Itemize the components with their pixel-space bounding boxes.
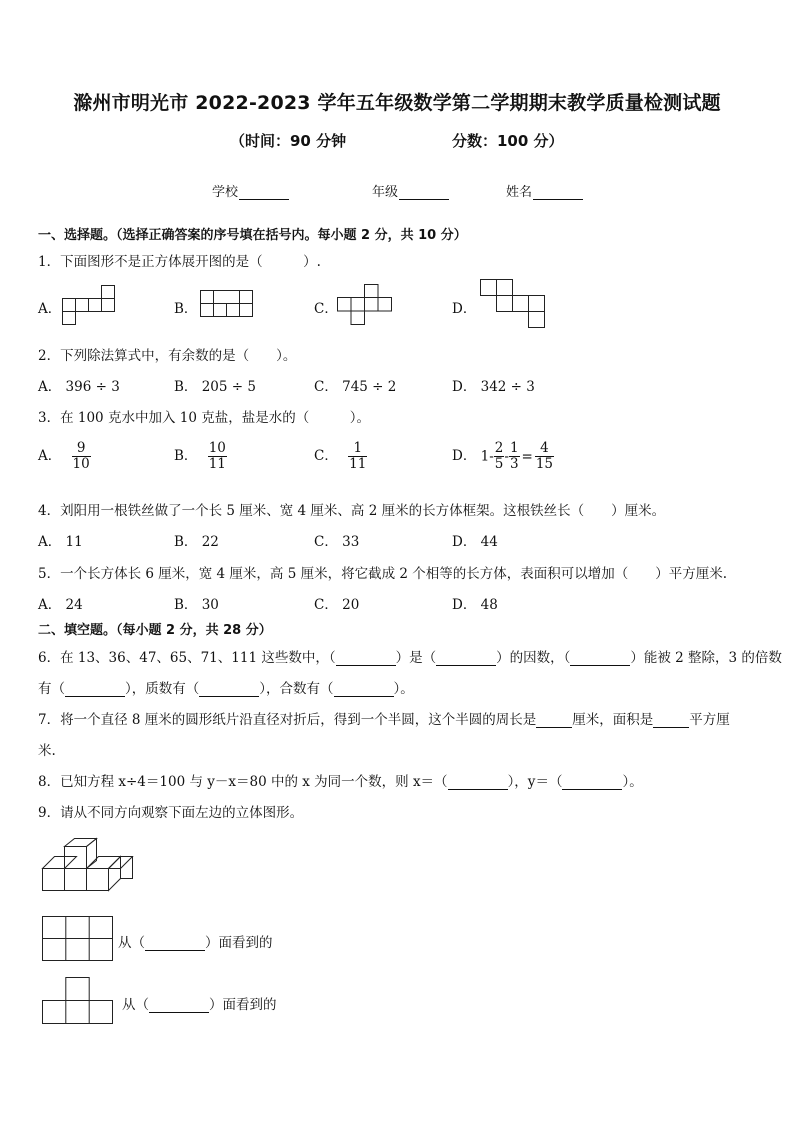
q8-text-1: 8．已知方程 x÷4＝100 与 y－x＝80 中的 x 为同一个数，则 x＝（ — [38, 774, 448, 790]
q5-option-d[interactable]: D． 48 — [452, 597, 498, 613]
section2-heading: 二、填空题。（每小题 2 分，共 28 分） — [38, 623, 272, 638]
q5-option-b[interactable]: B． 30 — [174, 597, 219, 613]
name-blank[interactable] — [533, 185, 583, 200]
q3-label-a: A． — [38, 448, 62, 464]
q9-view2-text-b: ）面看到的 — [209, 997, 277, 1013]
q4-stem: 4．刘阳用一根铁丝做了一个长 5 厘米、宽 4 厘米、高 2 厘米的长方体框架。这根铁丝长（ ）厘米。 — [38, 503, 666, 519]
q3-frac-d1-den: 5 — [494, 456, 504, 472]
q6-blank-3[interactable] — [570, 651, 630, 666]
q3-frac-d3 — [535, 441, 554, 472]
school-label: 学校 — [212, 185, 239, 200]
q3-option-a[interactable] — [38, 441, 91, 472]
q9-view2-blank[interactable] — [149, 998, 209, 1013]
q6-line2 — [38, 677, 414, 697]
q9-view2-grid — [42, 977, 114, 1025]
q9-view1-caption — [118, 931, 273, 951]
q8-blank-y[interactable] — [562, 775, 622, 790]
q9-stem: 9．请从不同方向观察下面左边的立体图形。 — [38, 805, 304, 821]
grade-label: 年级 — [372, 185, 399, 200]
q2-option-a[interactable]: A． 396 ÷ 3 — [38, 379, 120, 395]
q1-label-d: D． — [452, 301, 477, 317]
q6-text-5: 有（ — [38, 681, 65, 697]
q3-d-prefix: 1- — [480, 448, 494, 465]
q1-label-b: B． — [174, 301, 198, 317]
q3-frac-a-num: 9 — [76, 440, 86, 456]
q1-label-a: A． — [38, 301, 62, 317]
q4-option-d[interactable]: D． 44 — [452, 534, 498, 550]
q9-solid-figure — [40, 838, 136, 894]
q3-d-eq: = — [521, 448, 533, 465]
exam-score: 分数：100 分） — [452, 132, 564, 150]
q3-frac-d1-num: 2 — [494, 440, 504, 456]
q8-text-3: ）。 — [622, 774, 643, 790]
q6-text-4: ）能被 2 整除，3 的倍数 — [630, 650, 782, 666]
q7-text-2: 厘米，面积是 — [572, 712, 654, 728]
q3-label-d: D． — [452, 448, 477, 464]
q3-option-b[interactable] — [174, 441, 227, 472]
q7-blank-2[interactable] — [653, 713, 689, 728]
q1-net-c — [337, 284, 393, 326]
q3-frac-a-den: 10 — [72, 456, 90, 472]
q3-label-b: B． — [174, 448, 198, 464]
grade-field[interactable] — [372, 181, 449, 200]
q5-stem: 5．一个长方体长 6 厘米，宽 4 厘米，高 5 厘米，将它截成 2 个相等的长方体，表面积可以增加（ ）平方厘米. — [38, 566, 728, 582]
q6-text-3: ）的因数，（ — [496, 650, 571, 666]
q1-label-c: C． — [314, 301, 338, 317]
q3-frac-d2-den: 3 — [509, 456, 519, 472]
q6-text-2: ）是（ — [395, 650, 437, 666]
q6-text-8: ）。 — [393, 681, 414, 697]
q6-blank-5[interactable] — [199, 682, 259, 697]
q3-frac-c-num: 1 — [353, 440, 363, 456]
name-label: 姓名 — [506, 185, 533, 200]
q1-net-a — [62, 285, 116, 325]
q6-text-1: 6．在 13、36、47、65、71、111 这些数中，（ — [38, 650, 336, 666]
q3-frac-c — [348, 441, 367, 472]
q6-blank-6[interactable] — [334, 682, 394, 697]
q3-frac-b — [208, 441, 227, 472]
name-field[interactable] — [506, 181, 583, 200]
q3-stem: 3．在 100 克水中加入 10 克盐，盐是水的（ ）。 — [38, 410, 370, 426]
q9-view1-blank[interactable] — [145, 936, 205, 951]
q1-net-b — [200, 290, 254, 318]
q3-frac-a — [72, 441, 91, 472]
q2-stem: 2．下列除法算式中，有余数的是（ ）。 — [38, 348, 297, 364]
q2-option-d[interactable]: D． 342 ÷ 3 — [452, 379, 535, 395]
q4-option-b[interactable]: B． 22 — [174, 534, 219, 550]
q3-frac-d2-num: 1 — [509, 440, 519, 456]
q6-blank-1[interactable] — [336, 651, 396, 666]
q9-view1-text-a: 从（ — [118, 935, 145, 951]
q3-frac-b-den: 11 — [208, 456, 226, 472]
q3-d-minus: - — [504, 448, 509, 465]
q9-view1-text-b: ）面看到的 — [205, 935, 273, 951]
q9-view1-grid — [42, 916, 114, 962]
q7-line1 — [38, 708, 730, 728]
q5-option-c[interactable]: C． 20 — [314, 597, 360, 613]
q3-frac-d2 — [509, 441, 520, 472]
grade-blank[interactable] — [399, 185, 449, 200]
q6-line1 — [38, 646, 782, 666]
page-title: 滁州市明光市 2022-2023 学年五年级数学第二学期期末教学质量检测试题 — [73, 92, 721, 114]
q3-label-c: C． — [314, 448, 338, 464]
q7-text-3: 平方厘 — [689, 712, 730, 728]
q3-frac-c-den: 11 — [349, 456, 367, 472]
q3-option-d[interactable] — [452, 441, 554, 472]
q1-net-d — [480, 279, 548, 331]
q9-view2-text-a: 从（ — [122, 997, 149, 1013]
school-blank[interactable] — [239, 185, 289, 200]
q1-stem: 1．下面图形不是正方体展开图的是（ ）. — [38, 254, 321, 270]
q4-option-c[interactable]: C． 33 — [314, 534, 360, 550]
q3-frac-d3-den: 15 — [535, 456, 554, 472]
exam-time: （时间：90 分钟 — [230, 132, 347, 150]
q3-frac-d1 — [494, 441, 505, 472]
q2-option-c[interactable]: C． 745 ÷ 2 — [314, 379, 397, 395]
q6-blank-2[interactable] — [436, 651, 496, 666]
q7-text-1: 7．将一个直径 8 厘米的圆形纸片沿直径对折后，得到一个半圆，这个半圆的周长是 — [38, 712, 537, 728]
school-field[interactable] — [212, 181, 289, 200]
q6-blank-4[interactable] — [65, 682, 125, 697]
q7-blank-1[interactable] — [536, 713, 572, 728]
q3-option-c[interactable] — [314, 441, 367, 472]
q8-blank-x[interactable] — [448, 775, 508, 790]
q7-line2: 米. — [38, 743, 56, 759]
q6-text-6: ），质数有（ — [125, 681, 200, 697]
section1-heading: 一、选择题。（选择正确答案的序号填在括号内。每小题 2 分，共 10 分） — [38, 228, 467, 243]
q3-frac-b-num: 10 — [208, 440, 226, 456]
q8-text-2: ），y＝（ — [507, 774, 563, 790]
q6-text-7: ），合数有（ — [259, 681, 334, 697]
q2-option-b[interactable]: B． 205 ÷ 5 — [174, 379, 256, 395]
q3-frac-d3-num: 4 — [540, 440, 549, 456]
q4-option-a[interactable]: A． 11 — [38, 534, 83, 550]
q9-view2-caption — [122, 993, 277, 1013]
q8-line — [38, 770, 643, 790]
q5-option-a[interactable]: A． 24 — [38, 597, 83, 613]
